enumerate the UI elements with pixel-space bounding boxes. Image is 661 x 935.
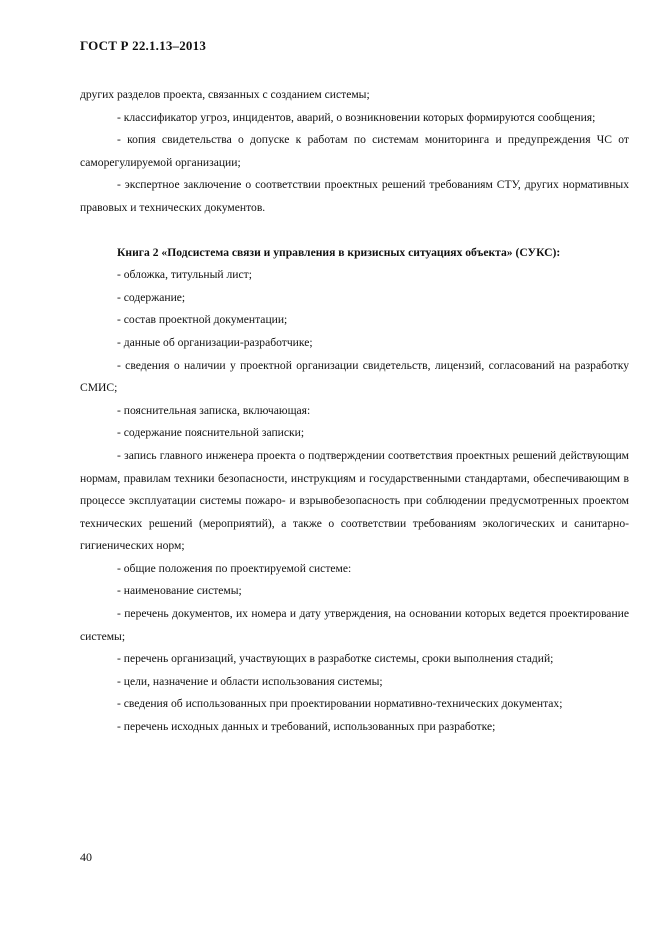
list-item: - запись главного инженера проекта о подтверждении соответствия проектных решений действующим нормам, правилам техники безопасности, инструкциям и государственными стандартами, обеспечивающим в процессе эксплуатации системы пожаро- и взрывобезопасность при соблюдении предусмотренных проектом технических решений (мероприятий), а также о соответствии требованиям экологических и санитарно-гигиенических норм; xyxy=(80,448,629,553)
list-item: - перечень исходных данных и требований, использованных при разработке; xyxy=(117,720,496,734)
list-item: - пояснительная записка, включающая: xyxy=(117,403,311,417)
list-item: - наименование системы; xyxy=(117,584,242,598)
list-item: - состав проектной документации; xyxy=(117,313,288,327)
page-number: 40 xyxy=(80,850,92,864)
list-item: - обложка, титульный лист; xyxy=(117,268,252,282)
list-item: - данные об организации-разработчике; xyxy=(117,335,313,349)
section-heading-book-2: Книга 2 «Подсистема связи и управления в кризисных ситуациях объекта» (СУКС): xyxy=(117,245,561,259)
document-header: ГОСТ Р 22.1.13–2013 xyxy=(80,38,207,53)
section-spacer xyxy=(80,220,629,242)
list-item: - сведения о наличии у проектной организации свидетельств, лицензий, согласований на разработку СМИС; xyxy=(80,358,629,395)
list-item-expert-conclusion: - экспертное заключение о соответствии проектных решений требованиям СТУ, других нормативных правовых и технических документов. xyxy=(80,178,629,214)
document-body xyxy=(80,84,629,739)
list-item: - общие положения по проектируемой системе: xyxy=(117,561,352,575)
list-item-certificate-copy: - копия свидетельства о допуске к работам по системам мониторинга и предупреждения ЧС от саморегулируемой организации; xyxy=(80,133,629,169)
list-item-threat-classifier: - классификатор угроз, инцидентов, аварий, о возникновении которых формируются сообщения; xyxy=(117,110,596,124)
list-item: - цели, назначение и области использования системы; xyxy=(117,674,383,688)
list-item: - перечень организаций, участвующих в разработке системы, сроки выполнения стадий; xyxy=(117,652,554,666)
list-item: - содержание; xyxy=(117,290,186,304)
list-item: - сведения об использованных при проектировании нормативно-технических документах; xyxy=(117,697,563,711)
paragraph-continuation: других разделов проекта, связанных с созданием системы; xyxy=(80,88,370,101)
list-item: - содержание пояснительной записки; xyxy=(117,426,305,440)
list-item: - перечень документов, их номера и дату утверждения, на основании которых ведется проектирование системы; xyxy=(80,607,629,643)
